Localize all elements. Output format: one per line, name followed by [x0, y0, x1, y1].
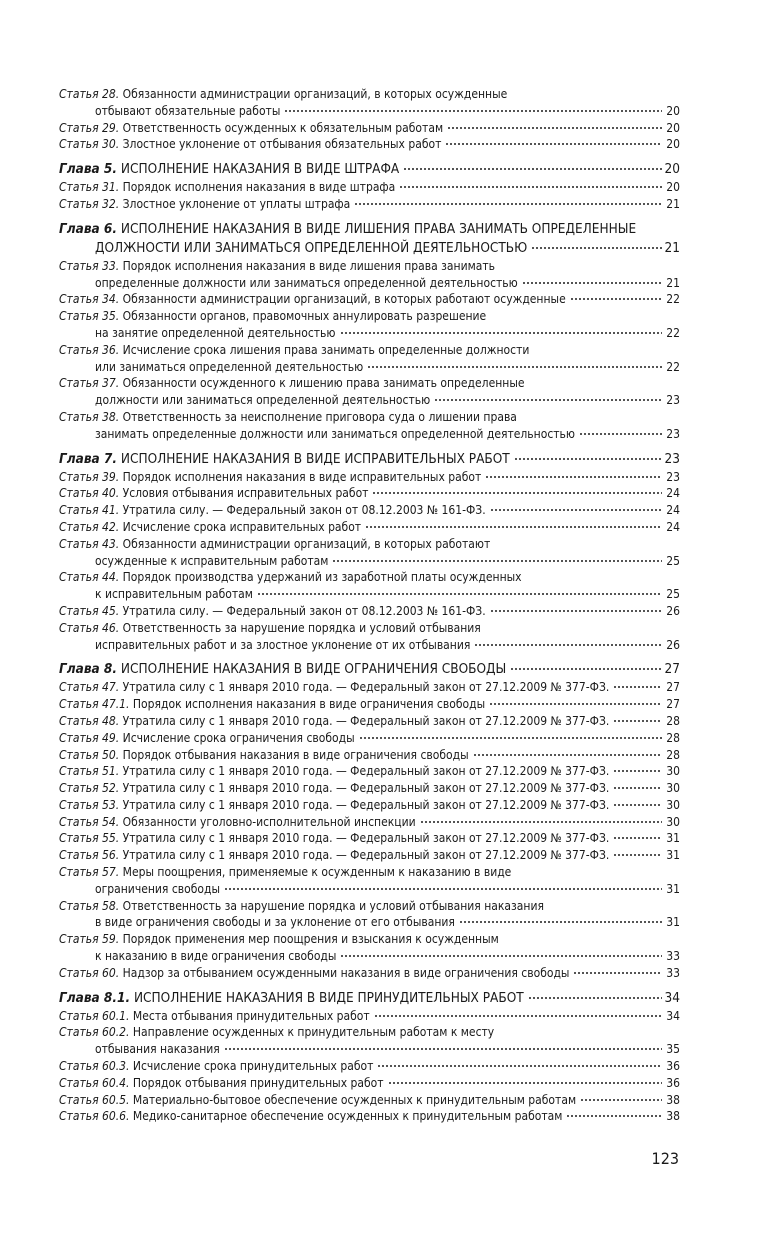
dot-leader	[445, 143, 662, 145]
page-ref: 31	[666, 915, 680, 930]
toc-entry	[59, 620, 680, 637]
entry-title: отбывания наказания	[95, 1042, 220, 1057]
dot-leader	[490, 509, 662, 511]
chapter-title: ИСПОЛНЕНИЕ НАКАЗАНИЯ В ВИДЕ ЛИШЕНИЯ ПРАВА ЗАНИМАТЬ ОПРЕДЕЛЕННЫЕ	[120, 220, 637, 237]
toc-entry-continuation	[59, 881, 680, 898]
chapter-heading	[59, 220, 680, 239]
dot-leader	[570, 298, 662, 300]
page-ref: 22	[666, 292, 680, 307]
dot-leader	[284, 110, 662, 112]
toc-entry	[59, 179, 680, 196]
dot-leader	[580, 1099, 662, 1101]
article-label: Статья 56.	[59, 848, 120, 863]
article-label: Статья 47.1.	[59, 697, 130, 712]
dot-leader	[613, 686, 662, 688]
page-ref: 20	[666, 103, 680, 118]
entry-title: Утратила силу с 1 января 2010 года. — Федеральный закон от 27.12.2009 № 377-ФЗ.	[122, 713, 610, 728]
chapter-title: ИСПОЛНЕНИЕ НАКАЗАНИЯ В ВИДЕ ПРИНУДИТЕЛЬНЫХ РАБОТ	[133, 989, 524, 1006]
toc-entry-continuation	[59, 275, 680, 292]
page-ref: 31	[666, 848, 680, 863]
page-ref: 21	[664, 239, 680, 256]
toc-entry	[59, 308, 680, 325]
page-ref: 25	[666, 553, 680, 568]
entry-title: должности или заниматься определенной деятельностью	[95, 393, 431, 408]
toc-entry	[59, 931, 680, 948]
entry-title: Порядок исполнения наказания в виде лишения права занимать	[122, 258, 496, 273]
entry-title: Порядок отбывания принудительных работ	[132, 1075, 384, 1090]
page-ref: 27	[664, 661, 680, 678]
toc-entry	[59, 86, 680, 103]
dot-leader	[528, 997, 662, 999]
page-ref: 20	[666, 180, 680, 195]
entry-title: к наказанию в виде ограничения свободы	[95, 949, 337, 964]
toc-section	[59, 220, 680, 443]
toc-entry	[59, 1075, 680, 1092]
page-ref: 28	[666, 713, 680, 728]
chapter-heading	[59, 660, 680, 679]
chapter-label: Глава 8.	[59, 661, 118, 678]
article-label: Статья 40.	[59, 486, 120, 501]
toc-entry	[59, 136, 680, 153]
toc-entry	[59, 1058, 680, 1075]
article-label: Статья 45.	[59, 603, 120, 618]
article-label: Статья 39.	[59, 469, 120, 484]
table-of-contents	[59, 86, 680, 1132]
article-label: Статья 29.	[59, 120, 120, 135]
entry-title: Материально-бытовое обеспечение осужденных к принудительным работам	[132, 1092, 577, 1107]
article-label: Статья 50.	[59, 747, 120, 762]
toc-entry	[59, 1024, 680, 1041]
page-ref: 36	[666, 1075, 680, 1090]
toc-entry	[59, 830, 680, 847]
toc-section	[59, 450, 680, 654]
toc-entry	[59, 1008, 680, 1025]
dot-leader	[459, 921, 662, 923]
entry-title: исправительных работ и за злостное уклонение от их отбывания	[95, 637, 471, 652]
dot-leader	[224, 888, 662, 890]
toc-entry	[59, 569, 680, 586]
dot-leader	[388, 1082, 662, 1084]
entry-title: Меры поощрения, применяемые к осужденным к наказанию в виде	[122, 865, 512, 880]
article-label: Статья 32.	[59, 196, 120, 211]
dot-leader	[374, 1015, 662, 1017]
entry-title: Ответственность осужденных к обязательным работам	[122, 120, 444, 135]
toc-entry	[59, 342, 680, 359]
article-label: Статья 59.	[59, 932, 120, 947]
toc-section	[59, 660, 680, 981]
toc-entry	[59, 797, 680, 814]
page-ref: 30	[666, 764, 680, 779]
article-label: Статья 51.	[59, 764, 120, 779]
dot-leader	[340, 332, 662, 334]
article-label: Статья 47.	[59, 680, 120, 695]
page-ref: 24	[666, 519, 680, 534]
article-label: Статья 52.	[59, 781, 120, 796]
entry-title: Ответственность за неисполнение приговора суда о лишении права	[122, 409, 517, 424]
article-label: Статья 41.	[59, 503, 120, 518]
dot-leader	[332, 560, 662, 562]
dot-leader	[531, 247, 661, 249]
toc-entry-continuation	[59, 637, 680, 654]
article-label: Статья 36.	[59, 342, 120, 357]
chapter-label: Глава 5.	[59, 161, 118, 178]
entry-title: ограничения свободы	[95, 881, 220, 896]
article-label: Статья 60.4.	[59, 1075, 130, 1090]
entry-title: Порядок отбывания наказания в виде ограничения свободы	[122, 747, 469, 762]
dot-leader	[514, 458, 662, 460]
article-label: Статья 30.	[59, 137, 120, 152]
dot-leader	[372, 492, 662, 494]
page-ref: 23	[666, 426, 680, 441]
dot-leader	[490, 610, 662, 612]
dot-leader	[613, 837, 662, 839]
dot-leader	[403, 168, 661, 170]
dot-leader	[613, 854, 662, 856]
dot-leader	[510, 668, 661, 670]
entry-title: или заниматься определенной деятельностью	[95, 359, 364, 374]
entry-title: определенные должности или заниматься определенной деятельностью	[95, 275, 518, 290]
toc-entry-continuation	[59, 1041, 680, 1058]
page-ref: 23	[664, 450, 680, 467]
page-ref: 23	[666, 393, 680, 408]
page-ref: 36	[666, 1059, 680, 1074]
toc-entry	[59, 730, 680, 747]
dot-leader	[489, 703, 662, 705]
article-label: Статья 31.	[59, 180, 120, 195]
dot-leader	[474, 644, 662, 646]
entry-title: Утратила силу с 1 января 2010 года. — Федеральный закон от 27.12.2009 № 377-ФЗ.	[122, 848, 610, 863]
toc-entry	[59, 847, 680, 864]
toc-section	[59, 989, 680, 1126]
toc-entry	[59, 898, 680, 915]
toc-entry-continuation	[59, 392, 680, 409]
entry-title: отбывают обязательные работы	[95, 103, 281, 118]
chapter-label: Глава 8.1.	[59, 989, 131, 1006]
toc-entry	[59, 519, 680, 536]
page-ref: 22	[666, 359, 680, 374]
entry-title: Обязанности администрации организаций, в которых работают	[122, 536, 491, 551]
entry-title: Ответственность за нарушение порядка и условий отбывания наказания	[122, 898, 544, 913]
entry-title: в виде ограничения свободы и за уклонение от его отбывания	[95, 915, 455, 930]
toc-entry-continuation	[59, 325, 680, 342]
article-label: Статья 35.	[59, 309, 120, 324]
article-label: Статья 58.	[59, 898, 120, 913]
page-ref: 30	[666, 814, 680, 829]
chapter-heading	[59, 160, 680, 179]
dot-leader	[340, 955, 662, 957]
dot-leader	[359, 737, 662, 739]
toc-entry	[59, 696, 680, 713]
page-ref: 30	[666, 797, 680, 812]
toc-entry-continuation	[59, 103, 680, 120]
entry-title: Порядок исполнения наказания в виде ограничения свободы	[132, 697, 486, 712]
entry-title: Условия отбывания исправительных работ	[122, 486, 369, 501]
article-label: Статья 53.	[59, 797, 120, 812]
dot-leader	[365, 526, 662, 528]
toc-entry	[59, 747, 680, 764]
page-ref: 21	[666, 275, 680, 290]
entry-title: Порядок производства удержаний из заработной платы осужденных	[122, 570, 522, 585]
page-ref: 28	[666, 730, 680, 745]
page-ref: 30	[666, 781, 680, 796]
entry-title: Обязанности уголовно-исполнительной инспекции	[122, 814, 416, 829]
dot-leader	[613, 720, 662, 722]
toc-entry-continuation	[59, 586, 680, 603]
dot-leader	[367, 366, 662, 368]
toc-entry-continuation	[59, 914, 680, 931]
page-ref: 31	[666, 831, 680, 846]
entry-title: Направление осужденных к принудительным работам к месту	[132, 1025, 495, 1040]
entry-title: Утратила силу с 1 января 2010 года. — Федеральный закон от 27.12.2009 № 377-ФЗ.	[122, 680, 610, 695]
page-ref: 20	[666, 137, 680, 152]
toc-entry	[59, 120, 680, 137]
toc-section	[59, 86, 680, 153]
chapter-heading	[59, 450, 680, 469]
page-ref: 33	[666, 949, 680, 964]
entry-title: занимать определенные должности или заниматься определенной деятельностью	[95, 426, 576, 441]
page-number: 123	[651, 1149, 679, 1168]
dot-leader	[399, 186, 662, 188]
entry-title: на занятие определенной деятельностью	[95, 325, 336, 340]
entry-title: Исчисление срока ограничения свободы	[122, 730, 355, 745]
dot-leader	[354, 203, 662, 205]
entry-title: Порядок исполнения наказания в виде штрафа	[122, 180, 396, 195]
toc-entry	[59, 469, 680, 486]
entry-title: Обязанности администрации организаций, в которых работают осужденные	[122, 292, 566, 307]
entry-title: Утратила силу с 1 января 2010 года. — Федеральный закон от 27.12.2009 № 377-ФЗ.	[122, 831, 610, 846]
page-ref: 20	[666, 120, 680, 135]
article-label: Статья 60.5.	[59, 1092, 130, 1107]
toc-entry	[59, 864, 680, 881]
page-ref: 27	[666, 680, 680, 695]
dot-leader	[579, 433, 662, 435]
toc-entry-continuation	[59, 553, 680, 570]
entry-title: Утратила силу с 1 января 2010 года. — Федеральный закон от 27.12.2009 № 377-ФЗ.	[122, 797, 610, 812]
toc-entry	[59, 763, 680, 780]
article-label: Статья 60.1.	[59, 1008, 130, 1023]
article-label: Статья 60.	[59, 965, 120, 980]
dot-leader	[447, 127, 662, 129]
page-ref: 34	[664, 989, 680, 1006]
article-label: Статья 38.	[59, 409, 120, 424]
toc-entry	[59, 965, 680, 982]
dot-leader	[613, 770, 662, 772]
toc-entry	[59, 291, 680, 308]
page-ref: 20	[664, 161, 680, 178]
dot-leader	[377, 1065, 662, 1067]
dot-leader	[522, 282, 662, 284]
toc-entry	[59, 536, 680, 553]
entry-title: Обязанности администрации организаций, в которых осужденные	[122, 87, 508, 101]
toc-entry-continuation	[59, 359, 680, 376]
article-label: Статья 37.	[59, 376, 120, 391]
dot-leader	[257, 593, 662, 595]
toc-entry	[59, 603, 680, 620]
chapter-label: Глава 6.	[59, 220, 118, 237]
entry-title: Ответственность за нарушение порядка и условий отбывания	[122, 620, 481, 635]
article-label: Статья 57.	[59, 865, 120, 880]
page-ref: 28	[666, 747, 680, 762]
page-ref: 31	[666, 881, 680, 896]
chapter-title: ИСПОЛНЕНИЕ НАКАЗАНИЯ В ВИДЕ ИСПРАВИТЕЛЬНЫХ РАБОТ	[120, 450, 510, 467]
toc-entry	[59, 485, 680, 502]
page-ref: 21	[666, 196, 680, 211]
entry-title: Надзор за отбыванием осужденными наказания в виде ограничения свободы	[122, 965, 570, 980]
entry-title: Обязанности органов, правомочных аннулировать разрешение	[122, 309, 487, 324]
toc-entry	[59, 258, 680, 275]
toc-entry	[59, 780, 680, 797]
entry-title: Утратила силу с 1 января 2010 года. — Федеральный закон от 27.12.2009 № 377-ФЗ.	[122, 764, 610, 779]
entry-title: Злостное уклонение от уплаты штрафа	[122, 196, 351, 211]
toc-entry-continuation	[59, 948, 680, 965]
chapter-title: ИСПОЛНЕНИЕ НАКАЗАНИЯ В ВИДЕ ШТРАФА	[120, 161, 400, 178]
entry-title: Медико-санитарное обеспечение осужденных к принудительным работам	[132, 1109, 563, 1124]
page-ref: 23	[666, 469, 680, 484]
dot-leader	[434, 399, 662, 401]
article-label: Статья 42.	[59, 519, 120, 534]
article-label: Статья 60.6.	[59, 1109, 130, 1124]
chapter-title: ИСПОЛНЕНИЕ НАКАЗАНИЯ В ВИДЕ ОГРАНИЧЕНИЯ СВОБОДЫ	[120, 661, 507, 678]
chapter-heading-continuation	[59, 239, 680, 258]
dot-leader	[473, 754, 662, 756]
page-ref: 35	[666, 1042, 680, 1057]
entry-title: Утратила силу. — Федеральный закон от 08.12.2003 № 161-ФЗ.	[122, 503, 486, 518]
page-ref: 24	[666, 503, 680, 518]
toc-entry	[59, 502, 680, 519]
toc-entry	[59, 1108, 680, 1125]
article-label: Статья 33.	[59, 258, 120, 273]
entry-title: Утратила силу с 1 января 2010 года. — Федеральный закон от 27.12.2009 № 377-ФЗ.	[122, 781, 610, 796]
dot-leader	[566, 1115, 662, 1117]
dot-leader	[485, 476, 662, 478]
entry-title: Обязанности осужденного к лишению права занимать определенные	[122, 376, 525, 391]
article-label: Статья 60.3.	[59, 1059, 130, 1074]
toc-entry	[59, 1092, 680, 1109]
entry-title: Порядок исполнения наказания в виде исправительных работ	[122, 469, 482, 484]
dot-leader	[613, 804, 662, 806]
toc-entry	[59, 196, 680, 213]
article-label: Статья 34.	[59, 292, 120, 307]
article-label: Статья 28.	[59, 87, 120, 101]
toc-entry	[59, 679, 680, 696]
toc-entry	[59, 409, 680, 426]
entry-title: Места отбывания принудительных работ	[132, 1008, 370, 1023]
dot-leader	[573, 972, 662, 974]
article-label: Статья 54.	[59, 814, 120, 829]
article-label: Статья 46.	[59, 620, 120, 635]
entry-title: осужденные к исправительным работам	[95, 553, 329, 568]
article-label: Статья 43.	[59, 536, 120, 551]
toc-entry	[59, 713, 680, 730]
entry-title: Исчисление срока исправительных работ	[122, 519, 362, 534]
page-ref: 25	[666, 587, 680, 602]
page-ref: 22	[666, 325, 680, 340]
chapter-title: ДОЛЖНОСТИ ИЛИ ЗАНИМАТЬСЯ ОПРЕДЕЛЕННОЙ ДЕЯТЕЛЬНОСТЬЮ	[95, 239, 528, 256]
page-ref: 34	[666, 1008, 680, 1023]
page-ref: 33	[666, 965, 680, 980]
page-ref: 38	[666, 1092, 680, 1107]
entry-title: Злостное уклонение от отбывания обязательных работ	[122, 137, 442, 152]
entry-title: Исчисление срока принудительных работ	[132, 1059, 374, 1074]
dot-leader	[420, 821, 662, 823]
entry-title: Порядок применения мер поощрения и взыскания к осужденным	[122, 932, 499, 947]
article-label: Статья 44.	[59, 570, 120, 585]
toc-entry	[59, 375, 680, 392]
article-label: Статья 48.	[59, 713, 120, 728]
page-ref: 26	[666, 603, 680, 618]
page-ref: 38	[666, 1109, 680, 1124]
entry-title: Исчисление срока лишения права занимать определенные должности	[122, 342, 530, 357]
page-ref: 26	[666, 637, 680, 652]
article-label: Статья 55.	[59, 831, 120, 846]
chapter-label: Глава 7.	[59, 450, 118, 467]
article-label: Статья 60.2.	[59, 1025, 130, 1040]
toc-entry-continuation	[59, 426, 680, 443]
dot-leader	[224, 1048, 662, 1050]
page-ref: 27	[666, 697, 680, 712]
toc-section	[59, 160, 680, 213]
article-label: Статья 49.	[59, 730, 120, 745]
toc-entry	[59, 814, 680, 831]
entry-title: к исправительным работам	[95, 587, 253, 602]
page-ref: 24	[666, 486, 680, 501]
dot-leader	[613, 787, 662, 789]
entry-title: Утратила силу. — Федеральный закон от 08.12.2003 № 161-ФЗ.	[122, 603, 486, 618]
chapter-heading	[59, 989, 680, 1008]
